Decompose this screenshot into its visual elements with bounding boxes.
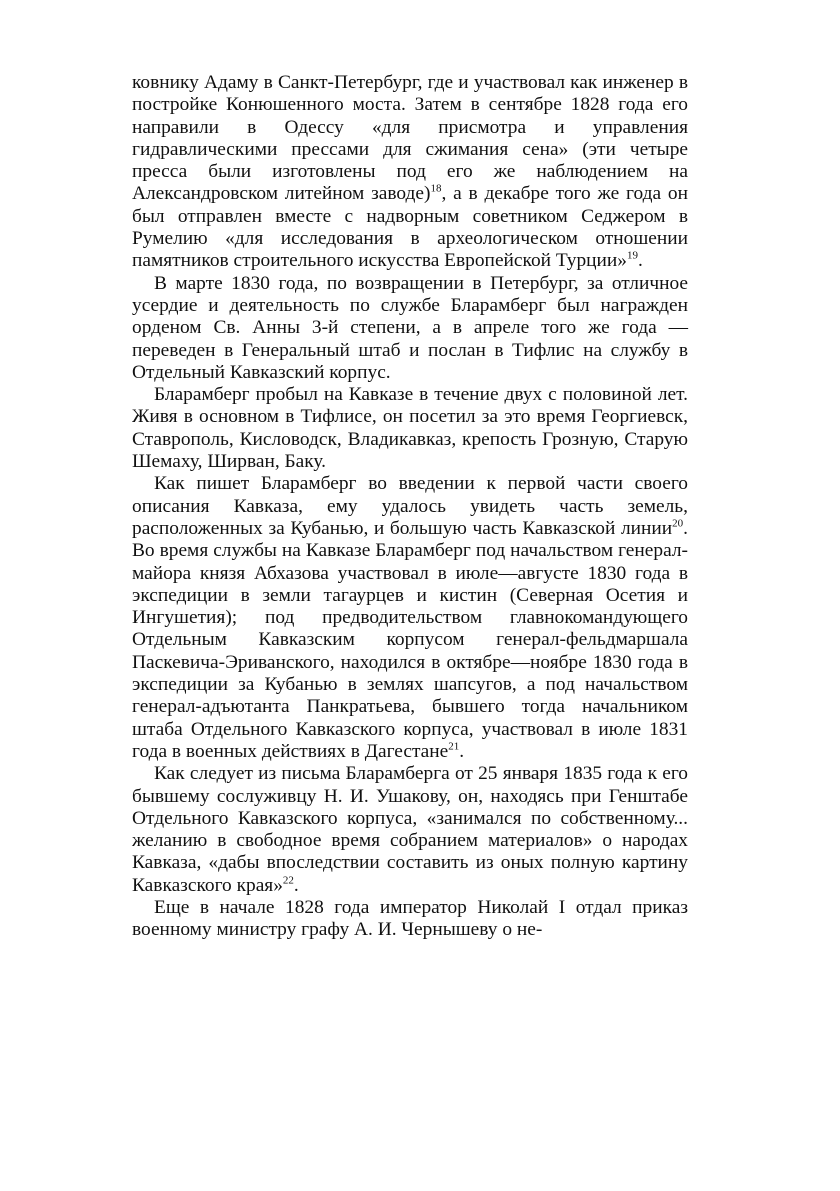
p1-text-1: ковнику Адаму в Санкт-Петербург, где и участвовал как инженер в постройке Конюшенного моста. Затем в сентябре 1828 года его направили в Одессу «для присмотра и управления гидравлическими прессами для сжимания сена» (эти четыре пресса были изготовлены под его же наблюдением на Александровском литейном заводе) — [132, 72, 688, 205]
p5-text-2: . — [293, 874, 299, 896]
p2-text-1: В марте 1830 года, по возвращении в Петербург, за отличное усердие и деятельность по службе Бларамберг был награжден орденом Св. Анны 3-й степени, а в апреле того же года — переведен в Генеральный штаб и послан в Тифлис на службу в Отдельный Кавказский корпус. — [132, 272, 688, 383]
paragraph-4 — [132, 473, 688, 763]
p6-text-1: Еще в начале 1828 года император Николай I отдал приказ военному министру графу А. И. Чернышеву о не- — [132, 896, 688, 941]
p4-text-3: . — [459, 740, 465, 762]
footnote-ref-19: 19 — [626, 249, 638, 262]
p1-text-2: , а в декабре того же года он был отправлен вместе с надворным советником Седжером в Румелию «для исследования в археологическом отношении памятников строительного искусства Европейской Турции» — [132, 183, 688, 272]
p3-text-1: Бларамберг пробыл на Кавказе в течение двух с половиной лет. Живя в основном в Тифлисе, он посетил за это время Георгиевск, Ставрополь, Кисловодск, Владикавказ, крепость Грозную, Старую Шемаху, Ширван, Баку. — [132, 384, 688, 473]
paragraph-2 — [132, 273, 688, 384]
paragraph-3 — [132, 384, 688, 473]
footnote-ref-18: 18 — [430, 183, 442, 196]
paragraph-6 — [132, 897, 688, 942]
p4-text-2: . Во время службы на Кавказе Бларамберг под начальством генерал-майора князя Абхазова участвовал в июле—августе 1830 года в экспедиции в земли тагаурцев и кистин (Северная Осетия и Ингушетия); под предводительством главнокомандующего Отдельным Кавказским корпусом генерал-фельдмаршала Паскевича-Эриванского, находился в октябре—ноябре 1830 года в экспедиции за Кубанью в землях шапсугов, а под начальством генерал-адъютанта Панкратьева, бывшего тогда начальником штаба Отдельного Кавказского корпуса, участвовал в июле 1831 года в военных действиях в Дагестане — [132, 517, 688, 762]
p4-text-1: Как пишет Бларамберг во введении к первой части своего описания Кавказа, ему удалось увидеть часть земель, расположенных за Кубанью, и большую часть Кавказской линии — [132, 473, 688, 539]
page-text-body — [132, 72, 688, 942]
footnote-ref-21: 21 — [448, 740, 460, 753]
paragraph-5 — [132, 763, 688, 897]
p1-text-3: . — [637, 250, 643, 272]
footnote-ref-22: 22 — [282, 874, 294, 887]
paragraph-1 — [132, 72, 688, 273]
p5-text-1: Как следует из письма Бларамберга от 25 января 1835 года к его бывшему сослуживцу Н. И. Ушакову, он, находясь при Генштабе Отдельного Кавказского корпуса, «занимался по собственному... желанию в свободное время собранием материалов» о народах Кавказа, «дабы впоследствии составить из оных полную картину Кавказского края» — [132, 763, 688, 896]
footnote-ref-20: 20 — [672, 517, 684, 530]
